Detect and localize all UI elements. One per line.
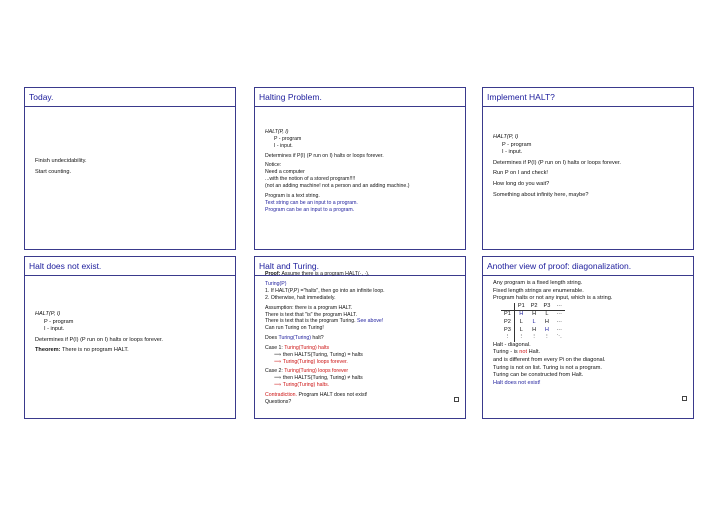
run-check: Run P on I and check! <box>493 170 548 177</box>
slide-title: Halt and Turing. <box>259 261 320 271</box>
text-input-note: Text string can be an input to a program. <box>265 199 358 206</box>
p-desc: P - program <box>274 136 302 143</box>
table-cell: ⋮ <box>531 334 537 341</box>
table-cell: L <box>545 311 549 318</box>
table-cell: H <box>544 326 549 333</box>
determines: Determines if P(I) (P run on I) halts or loops forever. <box>35 336 163 343</box>
title-rule <box>483 275 693 276</box>
table-row <box>501 311 565 319</box>
fixed-length: Any program is a fixed length string. <box>493 280 583 286</box>
table-cell: L <box>519 318 523 325</box>
table-row <box>501 319 565 327</box>
slide-title: Another view of proof: diagonalization. <box>487 261 632 271</box>
not-on-list: Turing is not on list. Turing is not a program. <box>493 364 602 371</box>
contradiction: Contradiction. Program HALT does not exist! <box>265 391 368 398</box>
halt-does-not-exist: Halt does not exist! <box>493 379 541 386</box>
table-cell: L <box>532 318 536 325</box>
table-cell: L <box>519 326 523 333</box>
program-input-note: Program can be an input to a program. <box>265 207 355 214</box>
row-header: P2 <box>501 319 514 327</box>
table-cell: H <box>544 318 549 325</box>
slide-diagonalization <box>482 256 694 419</box>
row-header: P3 <box>501 327 514 335</box>
table-row <box>501 327 565 335</box>
col-header: P3 <box>541 303 554 311</box>
notice: Notice: <box>265 161 282 168</box>
slide-title: Halting Problem. <box>259 92 322 102</box>
row-header: ⋮ <box>501 334 514 342</box>
table-cell: H <box>532 326 537 333</box>
does-halt: Does Turing(Turing) halt? <box>265 335 324 342</box>
table-row <box>501 334 565 342</box>
row-header: P1 <box>501 311 514 319</box>
proof-line: Proof: Assume there is a program HALT(·, ·). <box>265 271 370 277</box>
stored-program: ...with the notion of a stored program!!!! <box>265 176 356 183</box>
constructed: Turing can be constructed from Halt. <box>493 372 584 379</box>
case-1-a: ⟹ then HALTS(Turing, Turing) = halts <box>274 352 363 359</box>
i-desc: I - input. <box>502 149 523 156</box>
table-cell: H <box>519 311 524 318</box>
bullet-counting: Start counting. <box>35 168 72 175</box>
turing-def: Turing(P) <box>265 280 287 287</box>
questions: Questions? <box>265 398 292 405</box>
slide-title: Today. <box>29 92 54 102</box>
case-1-b: ⟹ Turing(Turing) loops forever. <box>274 358 348 365</box>
table-cell: ··· <box>556 318 562 325</box>
slide-body <box>265 129 459 214</box>
determines: Determines if P(I) (P run on I) halts or loops forever. <box>265 152 384 159</box>
turing-not-halt: Turing - is not Halt. <box>493 349 541 356</box>
title-rule <box>25 275 235 276</box>
slide-halting-problem <box>254 87 466 250</box>
table-cell: ⋱ <box>556 334 562 341</box>
text-is-turing: There is text that is the program Turing. See above! <box>265 318 384 325</box>
halt-diagonal: Halt - diagonal. <box>493 341 531 348</box>
table-cell: ··· <box>556 326 562 333</box>
bullet-finish: Finish undecidability. <box>35 158 87 164</box>
slide-body <box>493 280 687 387</box>
slide-body <box>35 311 229 355</box>
table-cell: ⋮ <box>518 334 525 341</box>
infinity-note: Something about infinity here, maybe? <box>493 191 589 198</box>
different-diagonal: and is different from every Pi on the diagonal. <box>493 356 606 363</box>
table-cell: H <box>532 311 537 318</box>
assumption: Assumption: there is a program HALT. <box>265 304 353 311</box>
text-is-halt: There is text that "is" the program HALT. <box>265 311 358 318</box>
col-header: P1 <box>514 303 527 311</box>
case-2: Case 2: Turing(Turing) loops forever <box>265 367 349 374</box>
halts-or-not: Program halts or not any input, which is a string. <box>493 295 613 302</box>
qed-box <box>454 397 459 402</box>
how-long: How long do you wait? <box>493 180 550 187</box>
need-computer: Need a computer <box>265 169 305 176</box>
i-desc: I - input. <box>44 326 65 333</box>
slide-title: Halt does not exist. <box>29 261 102 271</box>
p-desc: P - program <box>44 318 74 325</box>
not-adding-machine: (not an adding machine! not a person and an adding machine.) <box>265 183 410 190</box>
slide-implement-halt <box>482 87 694 250</box>
halt-def: HALT(P, I) <box>265 129 289 135</box>
step-1: 1. If HALT(P,P) ="halts", then go into an infinite loop. <box>265 287 385 294</box>
table-cell: ⋮ <box>544 334 550 341</box>
slide-body <box>493 134 687 199</box>
col-header: P2 <box>528 303 541 311</box>
slide-body <box>265 271 459 405</box>
determines: Determines if P(I) (P run on I) halts or loops forever. <box>493 159 621 166</box>
program-text: Program is a text string. <box>265 192 320 199</box>
slide-body <box>35 158 229 176</box>
i-desc: I - input. <box>274 143 293 150</box>
col-header: ··· <box>553 303 565 311</box>
table-corner <box>501 303 514 311</box>
title-rule <box>25 106 235 107</box>
diagonal-table <box>501 303 565 342</box>
title-rule <box>255 106 465 107</box>
halt-def: HALT(P, I) <box>493 134 519 140</box>
table-cell: ··· <box>556 311 562 318</box>
case-1: Case 1: Turing(Turing) halts <box>265 345 330 352</box>
theorem: Theorem: There is no program HALT. <box>35 347 129 354</box>
step-2: 2. Otherwise, halt immediately. <box>265 294 336 301</box>
p-desc: P - program <box>502 141 532 148</box>
case-2-a: ⟹ then HALTS(Turing, Turing) ≠ halts <box>274 374 363 381</box>
table-header-row <box>501 303 565 311</box>
halt-def: HALT(P, I) <box>35 311 61 317</box>
slide-halt-and-turing <box>254 256 466 419</box>
enumerable: Fixed length strings are enumerable. <box>493 287 584 294</box>
slide-title: Implement HALT? <box>487 92 555 102</box>
qed-box <box>682 396 687 401</box>
slide-today <box>24 87 236 250</box>
title-rule <box>483 106 693 107</box>
slide-halt-not-exist <box>24 256 236 419</box>
case-2-b: ⟹ Turing(Turing) halts. <box>274 381 330 388</box>
can-run: Can run Turing on Turing! <box>265 325 324 332</box>
